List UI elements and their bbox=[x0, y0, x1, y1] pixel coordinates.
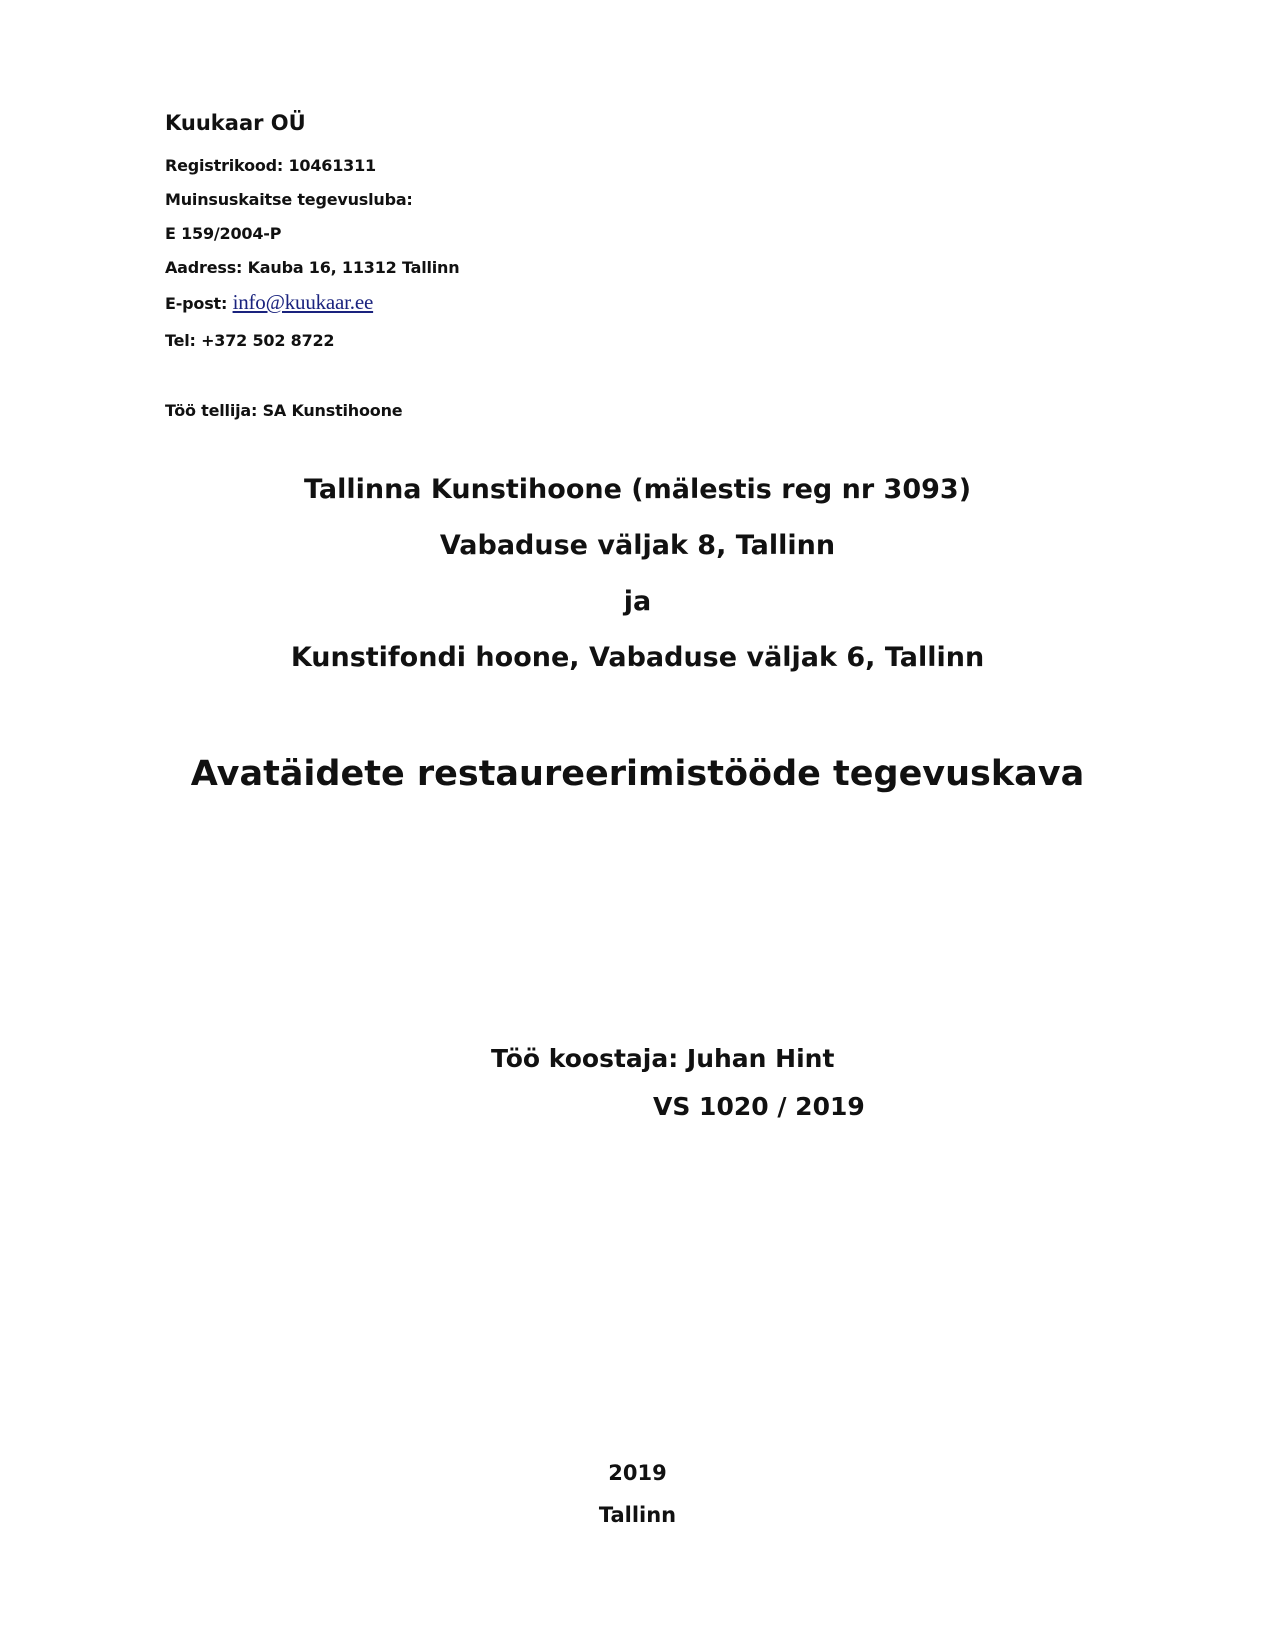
document-number: VS 1020 / 2019 bbox=[653, 1092, 865, 1121]
license-label: Muinsuskaitse tegevusluba: bbox=[165, 190, 413, 209]
email-label: E-post: bbox=[165, 294, 228, 313]
company-name: Kuukaar OÜ bbox=[165, 111, 306, 135]
registry-code: Registrikood: 10461311 bbox=[165, 156, 376, 175]
subject-line-2: Vabaduse väljak 8, Tallinn bbox=[439, 530, 836, 561]
email-link[interactable]: info@kuukaar.ee bbox=[232, 290, 374, 314]
author-line: Töö koostaja: Juhan Hint bbox=[491, 1044, 835, 1073]
document-title: Avatäidete restaureerimistööde tegevuskava bbox=[190, 754, 1085, 794]
footer-city: Tallinn bbox=[598, 1503, 677, 1527]
subject-line-3: ja bbox=[623, 586, 652, 617]
client-line: Töö tellija: SA Kunstihoone bbox=[165, 401, 403, 420]
company-phone: Tel: +372 502 8722 bbox=[165, 331, 335, 350]
company-address: Aadress: Kauba 16, 11312 Tallinn bbox=[165, 258, 460, 277]
license-number: E 159/2004-P bbox=[165, 224, 282, 243]
subject-line-4: Kunstifondi hoone, Vabaduse väljak 6, Tallinn bbox=[290, 642, 985, 673]
footer-year: 2019 bbox=[608, 1461, 667, 1485]
subject-line-1: Tallinna Kunstihoone (mälestis reg nr 3093) bbox=[303, 474, 972, 505]
email-line bbox=[165, 290, 373, 315]
